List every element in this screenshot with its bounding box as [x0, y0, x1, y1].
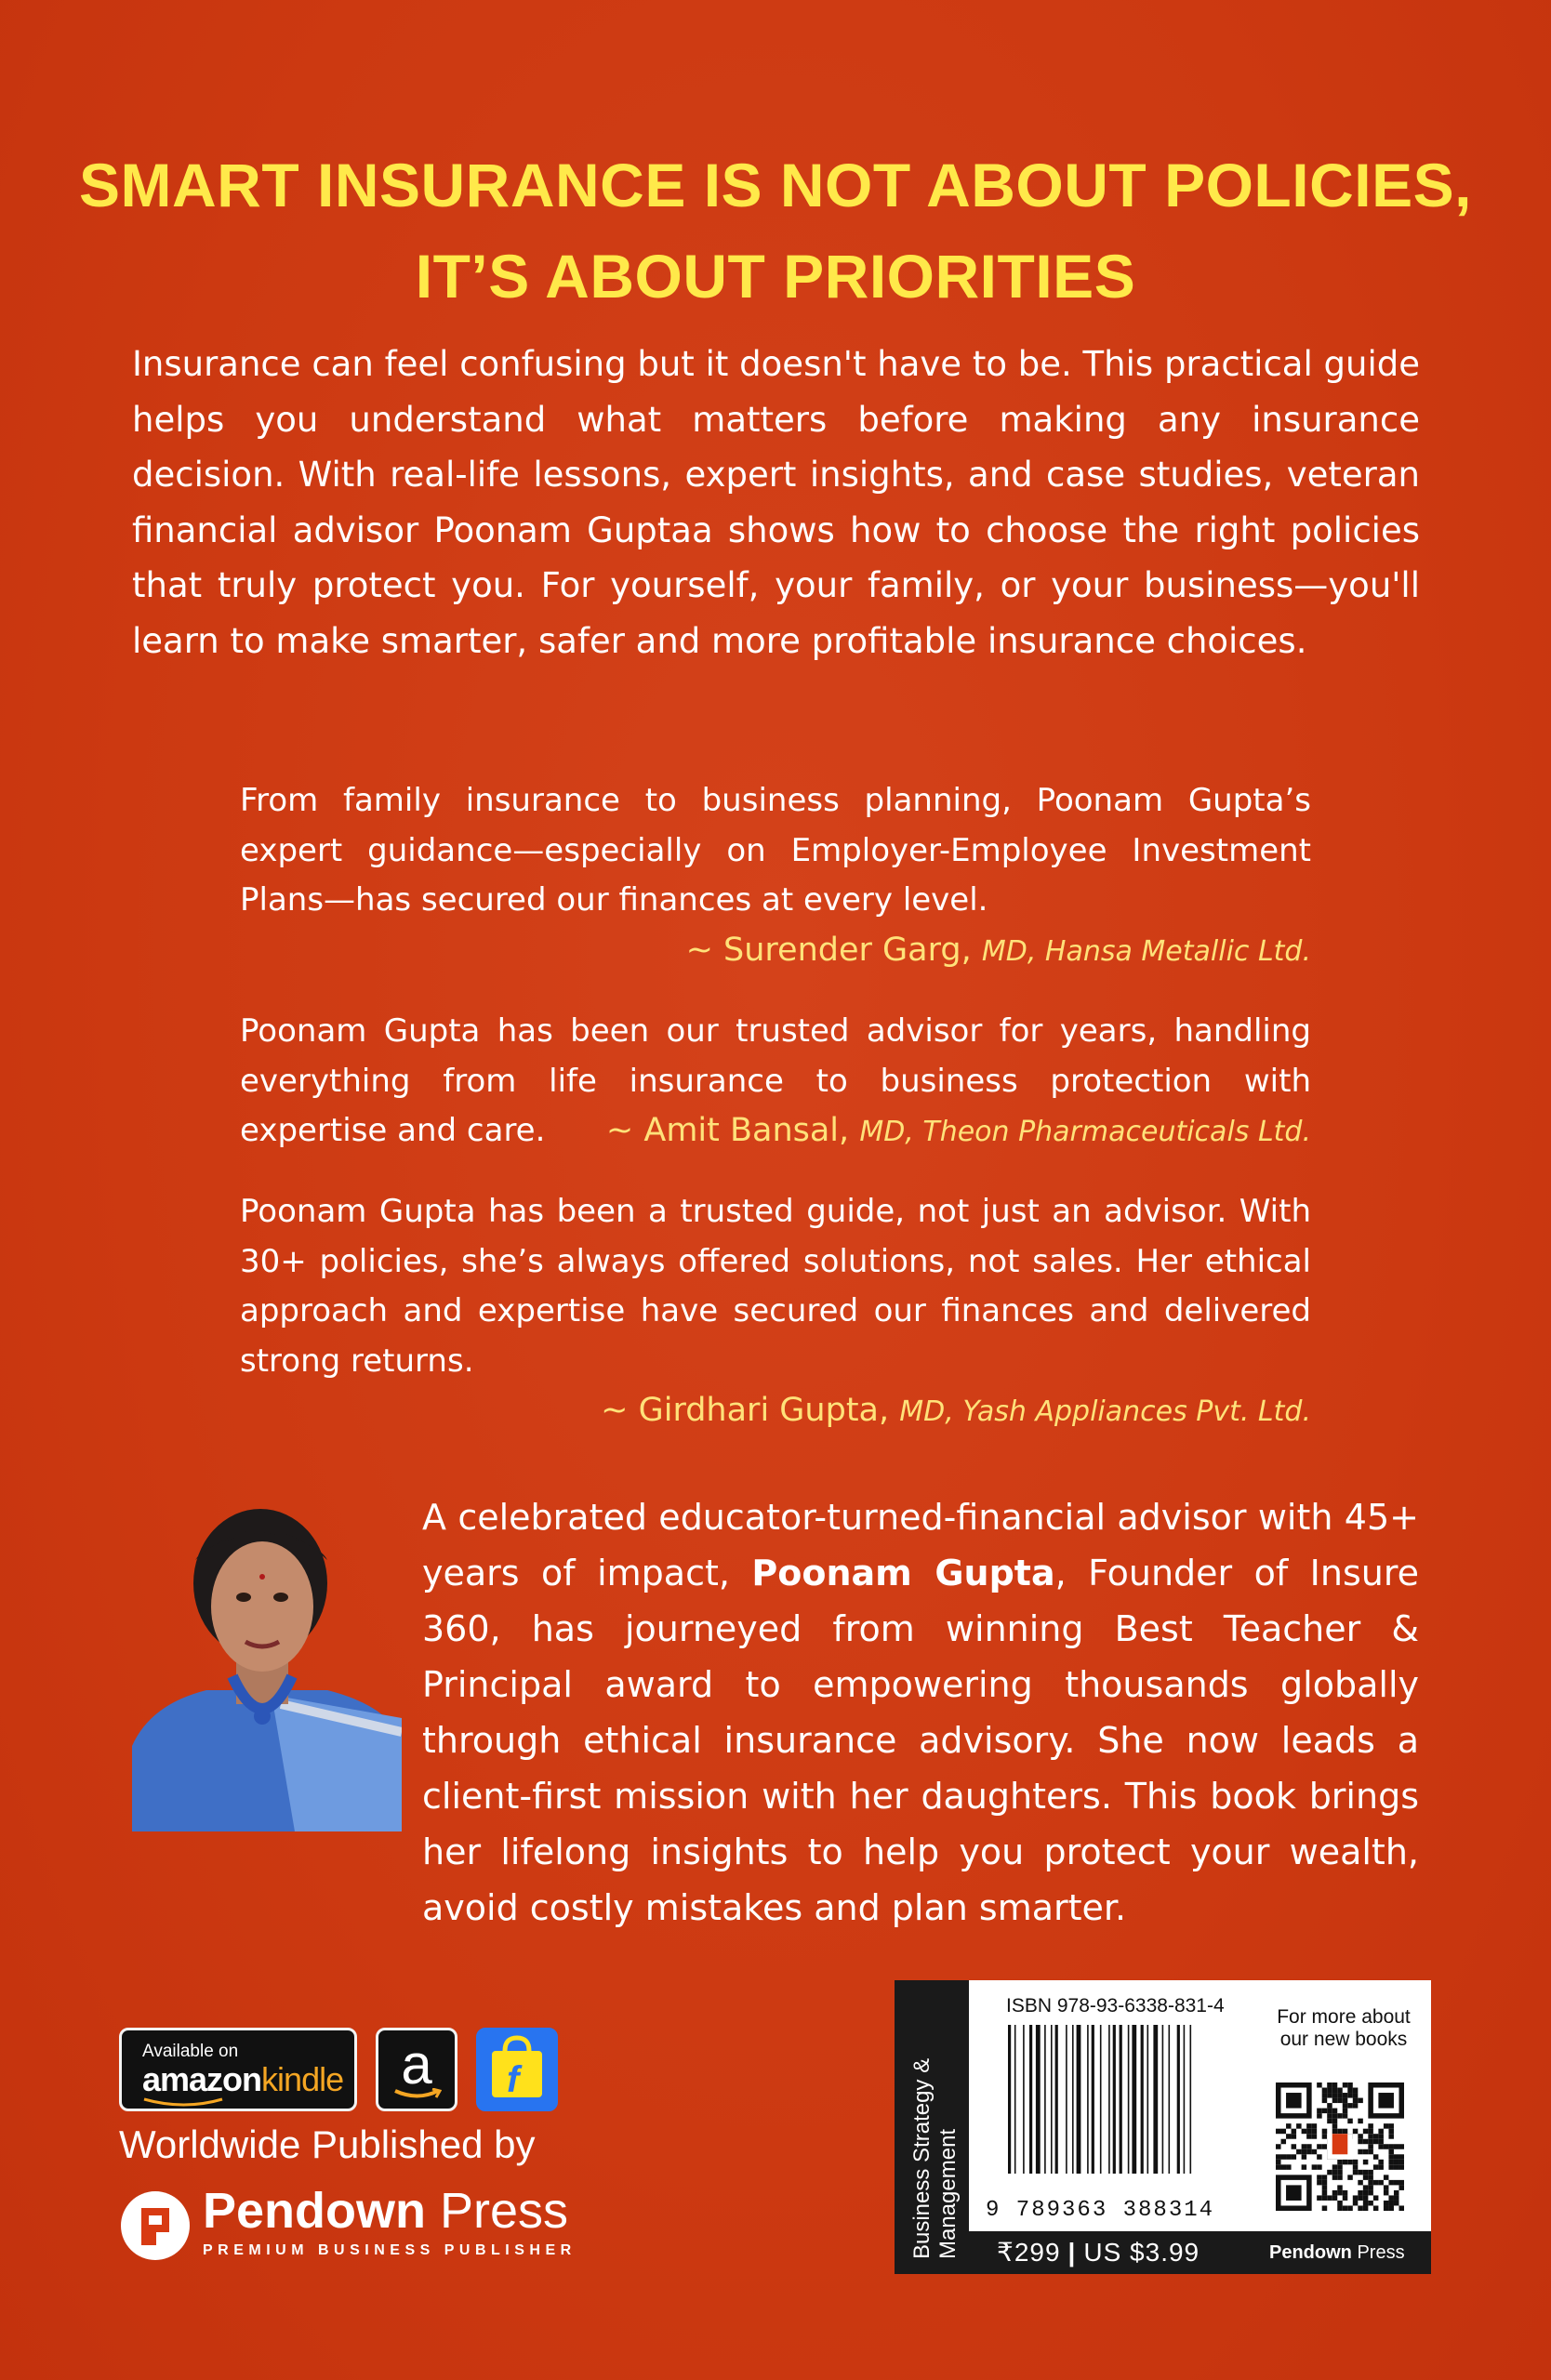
qr-caption: For more about our new books	[1277, 2006, 1411, 2050]
testimonial-attribution	[240, 1386, 1311, 1437]
barcode-panel	[895, 1980, 1431, 2274]
author-photo	[132, 1504, 402, 1831]
author-bio-text: , Founder of Insure 360, has journeyed from winning Best Teacher & Principal award to empowering thousands globally through ethical insurance advisory. She now leads a client-first mission with her daughters. This book brings her lifelong insights to help you protect your wealth, avoid costly mistakes and plan smarter.	[422, 1553, 1420, 1928]
amazon-kindle-badge[interactable]	[119, 2028, 357, 2111]
book-blurb: Insurance can feel confusing but it doesn't have to be. This practical guide helps you understand what matters before making any insurance decision. With real-life lessons, expert insights, and case studies, veteran financial advisor Poonam Guptaa shows how to choose the right policies that truly protect you. For yourself, your family, or your business—you'll learn to make smarter, safer and more profitable insurance choices.	[132, 344, 1420, 661]
price-bar	[969, 2231, 1431, 2274]
kindle-badge-wordmark: amazonkindle	[142, 2060, 344, 2098]
kindle-badge-caption: Available on	[142, 2042, 239, 2061]
testimonial	[240, 776, 1311, 976]
price-inr: ₹299	[997, 2238, 1061, 2267]
testimonial-role: MD, Hansa Metallic Ltd.	[981, 934, 1311, 968]
amazon-smile-icon	[393, 2088, 442, 2101]
amazon-letter: a	[401, 2033, 432, 2096]
testimonial-role: MD, Yash Appliances Pvt. Ltd.	[899, 1395, 1311, 1428]
testimonial-name: ~ Girdhari Gupta,	[601, 1392, 890, 1429]
published-by-label: Worldwide Published by	[119, 2122, 536, 2166]
amazon-app-icon[interactable]	[376, 2028, 457, 2111]
testimonial-text: Poonam Gupta has been our trusted advisor for years, handling everything from life insurance to business protection with expertise and care.	[240, 1012, 1311, 1149]
barcode-icon	[1006, 2025, 1239, 2174]
author-name: Poonam Gupta	[751, 1553, 1055, 1593]
headline-line-1: SMART INSURANCE IS NOT ABOUT POLICIES,	[79, 151, 1472, 219]
amazon-smile-icon	[142, 2097, 226, 2109]
ean-digits: 9 789363 388314	[986, 2198, 1215, 2223]
qr-code-icon[interactable]	[1276, 2082, 1404, 2211]
testimonial-text: From family insurance to business planning, Poonam Gupta’s expert guidance—especially on Employer-Employee Investment Plans—has secured our finances at every level.	[240, 782, 1311, 919]
imprint-name: Pendown Press	[1269, 2242, 1405, 2263]
author-bio-text: A celebrated educator-turned-financial advisor with 45+ years of impact,	[422, 1497, 1419, 1593]
pendown-logo-icon	[121, 2191, 190, 2260]
testimonial-text: Poonam Gupta has been a trusted guide, not just an advisor. With 30+ policies, she’s always offered solutions, not sales. Her ethical approach and expertise have secured our finances and delivered strong returns.	[240, 1193, 1311, 1380]
testimonial	[240, 1007, 1311, 1157]
headline	[0, 139, 1551, 322]
svg-text:f: f	[507, 2059, 520, 2100]
testimonial-attribution	[606, 1106, 1311, 1157]
publisher-name: Pendown Press	[203, 2183, 569, 2239]
author-bio	[422, 1489, 1419, 1936]
testimonial-role: MD, Theon Pharmaceuticals Ltd.	[859, 1116, 1311, 1148]
flipkart-icon[interactable]	[476, 2028, 558, 2111]
publisher-tagline: PREMIUM BUSINESS PUBLISHER	[203, 2242, 577, 2258]
price-usd: US $3.99	[1083, 2238, 1200, 2267]
testimonial-name: ~ Amit Bansal,	[605, 1112, 850, 1149]
book-category: Business Strategy & Management	[909, 2057, 961, 2259]
testimonial-attribution	[240, 926, 1311, 977]
flipkart-bag-icon	[479, 2030, 555, 2109]
testimonial	[240, 1187, 1311, 1437]
isbn-number: ISBN 978-93-6338-831-4	[1006, 1995, 1225, 2016]
category-strip	[895, 1980, 969, 2274]
testimonial-name: ~ Surender Garg,	[685, 931, 972, 969]
headline-line-2: IT’S ABOUT PRIORITIES	[415, 242, 1136, 311]
price: ₹299 | US $3.99	[997, 2238, 1200, 2267]
